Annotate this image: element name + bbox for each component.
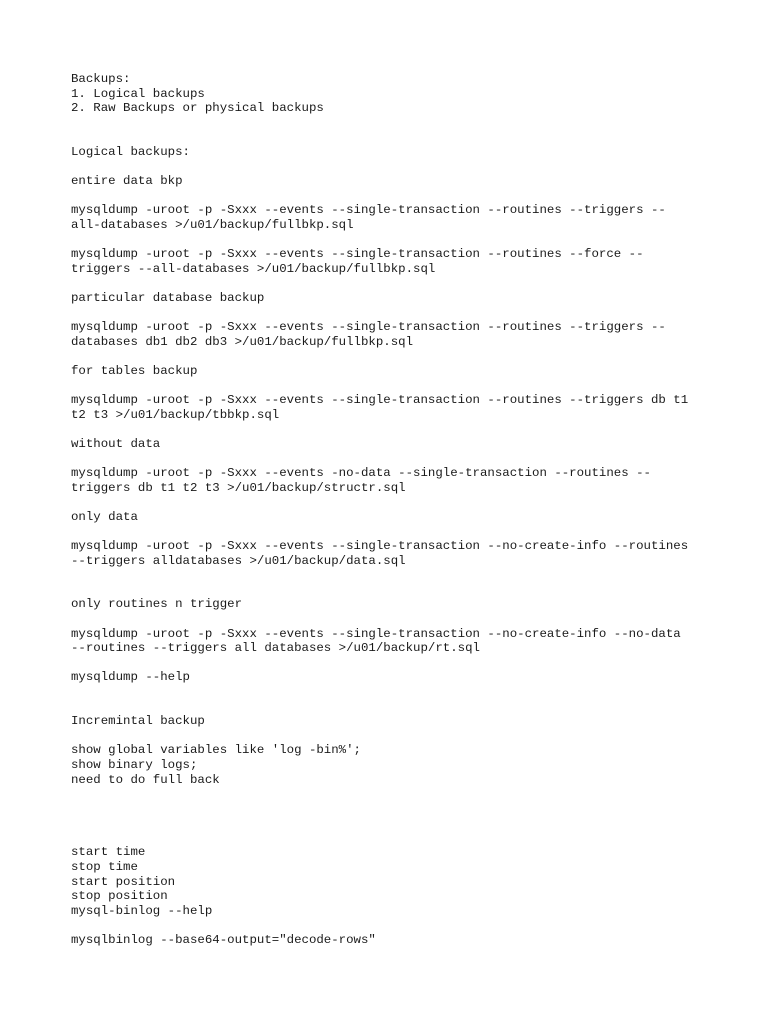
text-line: t2 t3 >/u01/backup/tbbkp.sql [71, 407, 280, 422]
text-line: particular database backup [71, 290, 265, 305]
blank-line [71, 378, 711, 393]
text-line: mysqldump -uroot -p -Sxxx --events --single-transaction --routines --triggers db t1 [71, 393, 689, 408]
text-line: triggers db t1 t2 t3 >/u01/backup/structr.sql [71, 480, 406, 495]
text-line: mysqlbinlog --base64-output="decode-rows" [71, 933, 376, 948]
blank-line [71, 831, 711, 846]
text-line: 2. Raw Backups or physical backups [71, 101, 324, 116]
text-line: only routines n trigger [71, 597, 243, 612]
blank-line [71, 276, 711, 291]
text-line: Incremintal backup [71, 714, 205, 729]
text-line: without data [71, 436, 161, 451]
text-line: Backups: [71, 72, 131, 86]
blank-line [71, 918, 711, 933]
text-line: stop time [71, 860, 138, 875]
blank-line [71, 189, 711, 204]
text-line: show global variables like 'log -bin%'; [71, 743, 361, 758]
blank-line [71, 816, 711, 831]
text-line: mysqldump -uroot -p -Sxxx --events --single-transaction --no-create-info --no-data [71, 626, 681, 641]
blank-line [71, 802, 711, 817]
text-line: --triggers alldatabases >/u01/backup/data.sql [71, 553, 406, 568]
blank-line [71, 349, 711, 364]
text-line: start time [71, 845, 146, 860]
blank-line [71, 495, 711, 510]
blank-line [71, 568, 711, 583]
text-line: show binary logs; [71, 757, 198, 772]
blank-line [71, 116, 711, 131]
blank-line [71, 583, 711, 598]
text-line: databases db1 db2 db3 >/u01/backup/fullbkp.sql [71, 334, 414, 349]
blank-line [71, 685, 711, 700]
text-line: need to do full back [71, 772, 220, 787]
text-line: 1. Logical backups [71, 86, 205, 101]
text-line: entire data bkp [71, 174, 183, 189]
text-line: mysqldump -uroot -p -Sxxx --events --single-transaction --routines --triggers -- [71, 320, 666, 335]
text-line: Logical backups: [71, 144, 190, 159]
blank-line [71, 451, 711, 466]
blank-line [71, 233, 711, 248]
text-line: all-databases >/u01/backup/fullbkp.sql [71, 217, 354, 232]
text-line: mysqldump -uroot -p -Sxxx --events -no-data --single-transaction --routines -- [71, 466, 651, 481]
document-text [71, 72, 711, 948]
text-line: start position [71, 874, 176, 889]
blank-line [71, 130, 711, 145]
text-line: mysqldump -uroot -p -Sxxx --events --single-transaction --routines --force -- [71, 247, 644, 262]
text-line: mysqldump --help [71, 670, 190, 685]
blank-line [71, 700, 711, 715]
blank-line [71, 306, 711, 321]
blank-line [71, 160, 711, 175]
blank-line [71, 612, 711, 627]
blank-line [71, 422, 711, 437]
blank-line [71, 524, 711, 539]
text-line: mysqldump -uroot -p -Sxxx --events --single-transaction --routines --triggers -- [71, 203, 666, 218]
text-line: for tables backup [71, 363, 198, 378]
text-line: mysqldump -uroot -p -Sxxx --events --single-transaction --no-create-info --routines [71, 539, 689, 553]
text-line: triggers --all-databases >/u01/backup/fullbkp.sql [71, 261, 436, 276]
blank-line [71, 787, 711, 802]
text-line: stop position [71, 889, 168, 904]
text-line: --routines --triggers all databases >/u01/backup/rt.sql [71, 641, 480, 656]
text-line: mysql-binlog --help [71, 903, 213, 918]
blank-line [71, 656, 711, 671]
text-line: only data [71, 509, 138, 524]
blank-line [71, 729, 711, 744]
